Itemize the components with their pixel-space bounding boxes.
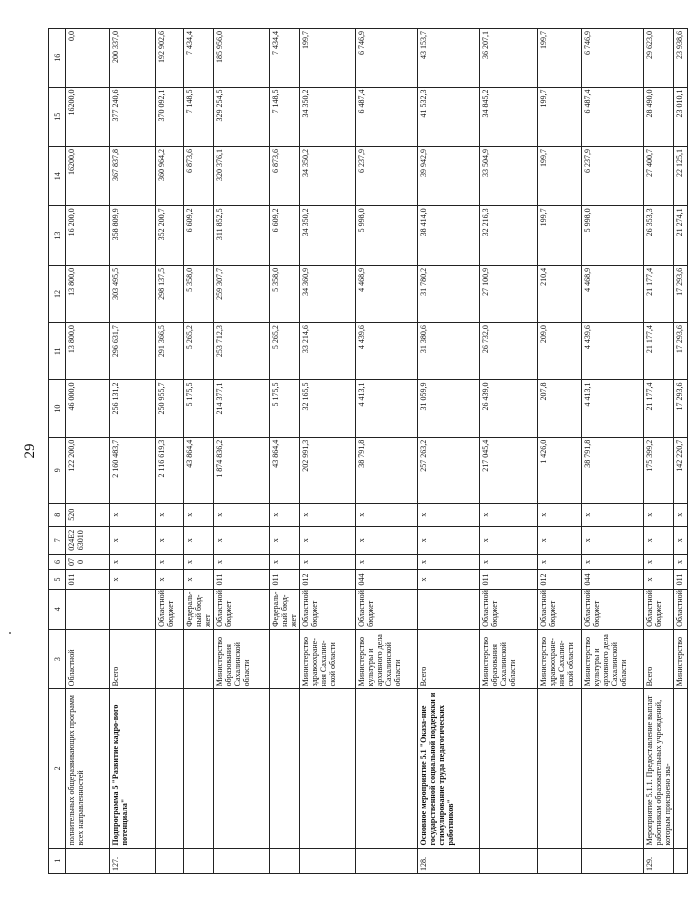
year-2020-cell: 23 938,6 <box>674 29 688 88</box>
table-row <box>582 29 644 874</box>
executor-cell: Всего <box>418 629 480 688</box>
year-2015-cell: 5 265,2 <box>270 323 300 380</box>
page-number: 29 <box>22 443 38 459</box>
table-body <box>66 29 688 874</box>
year-2020-cell: 6 746,9 <box>356 29 418 88</box>
table-row <box>66 29 110 874</box>
year-2015-cell: 31 380,6 <box>418 323 480 380</box>
event-name-cell <box>674 689 688 848</box>
expense-type-cell: x <box>356 503 418 526</box>
target-article-cell: x <box>674 526 688 554</box>
year-2017-cell: 38 414,0 <box>418 206 480 265</box>
year-2014-cell: 207,8 <box>538 380 582 437</box>
year-2014-cell: 250 955,7 <box>156 380 184 437</box>
table-row <box>156 29 184 874</box>
year-2016-cell: 21 177,4 <box>644 265 674 322</box>
year-2019-cell: 28 490,0 <box>644 87 674 146</box>
executor-cell <box>184 629 214 688</box>
year-2018-cell: 27 400,7 <box>644 146 674 205</box>
executor-cell: Министерство <box>674 629 688 688</box>
year-2014-cell: 214 377,1 <box>214 380 270 437</box>
total-amount-cell: 202 991,3 <box>300 437 356 503</box>
year-2016-cell: 210,4 <box>538 265 582 322</box>
year-2017-cell: 358 809,9 <box>110 206 156 265</box>
event-name-cell: Основное мероприятие 5.1 "Оказа-ние государственной социальной поддержки и стимулирование труда педагогических работников" <box>418 689 480 848</box>
target-article-cell: x <box>110 526 156 554</box>
expense-type-cell: x <box>538 503 582 526</box>
target-article-cell: x <box>480 526 538 554</box>
row-number-cell <box>582 848 644 873</box>
total-amount-cell: 1 874 836,2 <box>214 437 270 503</box>
year-2014-cell: 46 000,0 <box>66 380 110 437</box>
column-number-13: 13 <box>49 206 66 265</box>
section-code-cell: x <box>480 554 538 570</box>
expense-type-cell: x <box>674 503 688 526</box>
event-name-cell: Мероприятие 5.1.1. Предоставление выплат работникам образовательных учреждений, которым присвоено зва- <box>644 689 674 848</box>
year-2018-cell: 16200,0 <box>66 146 110 205</box>
year-2018-cell: 34 350,2 <box>300 146 356 205</box>
year-2018-cell: 367 837,8 <box>110 146 156 205</box>
ministry-code-cell: 044 <box>356 570 418 589</box>
row-number-cell <box>356 848 418 873</box>
ministry-code-cell: 011 <box>480 570 538 589</box>
column-number-6: 6 <box>49 554 66 570</box>
year-2016-cell: 298 137,5 <box>156 265 184 322</box>
funding-source-cell: Областной бюджет <box>538 589 582 629</box>
executor-cell: Министерство образования Сахалинской области <box>214 629 270 688</box>
year-2019-cell: 6 487,4 <box>582 87 644 146</box>
section-code-cell: x <box>644 554 674 570</box>
year-2017-cell: 6 609,2 <box>184 206 214 265</box>
year-2019-cell: 41 532,3 <box>418 87 480 146</box>
total-amount-cell: 142 220,7 <box>674 437 688 503</box>
column-number-3: 3 <box>49 629 66 688</box>
row-number-cell <box>270 848 300 873</box>
total-amount-cell: 38 791,8 <box>356 437 418 503</box>
total-amount-cell: 175 399,2 <box>644 437 674 503</box>
column-number-row <box>49 29 66 874</box>
section-code-cell: x <box>300 554 356 570</box>
funding-source-cell: Областной бюджет <box>156 589 184 629</box>
year-2020-cell: 7 434,4 <box>184 29 214 88</box>
expense-type-cell: x <box>214 503 270 526</box>
executor-cell <box>156 629 184 688</box>
target-article-cell: x <box>270 526 300 554</box>
ministry-code-cell: 012 <box>538 570 582 589</box>
funding-source-cell: Областной бюджет <box>300 589 356 629</box>
table-row <box>270 29 300 874</box>
year-2014-cell: 4 413,1 <box>582 380 644 437</box>
year-2014-cell: 256 131,2 <box>110 380 156 437</box>
year-2017-cell: 16 200,0 <box>66 206 110 265</box>
year-2014-cell: 26 439,0 <box>480 380 538 437</box>
expense-type-cell: x <box>156 503 184 526</box>
year-2015-cell: 17 293,6 <box>674 323 688 380</box>
year-2017-cell: 5 998,0 <box>582 206 644 265</box>
funding-source-cell: Федераль-ный бюд-жет <box>184 589 214 629</box>
year-2018-cell: 320 376,1 <box>214 146 270 205</box>
year-2020-cell: 199,7 <box>300 29 356 88</box>
year-2018-cell: 199,7 <box>538 146 582 205</box>
year-2019-cell: 377 240,6 <box>110 87 156 146</box>
column-number-10: 10 <box>49 380 66 437</box>
year-2014-cell: 31 059,9 <box>418 380 480 437</box>
total-amount-cell: 38 791,8 <box>582 437 644 503</box>
year-2019-cell: 34 845,2 <box>480 87 538 146</box>
year-2017-cell: 34 350,2 <box>300 206 356 265</box>
ministry-code-cell: 011 <box>214 570 270 589</box>
year-2014-cell: 5 175,5 <box>270 380 300 437</box>
funding-source-cell: Областной бюджет <box>480 589 538 629</box>
budget-table <box>48 28 688 874</box>
funding-source-cell: Областной бюджет <box>582 589 644 629</box>
row-number-cell <box>538 848 582 873</box>
funding-source-cell: Областной <box>674 589 688 629</box>
year-2018-cell: 6 237,9 <box>582 146 644 205</box>
executor-cell: Министерство культуры и архивного дела Сахалинской области <box>356 629 418 688</box>
row-number-cell <box>184 848 214 873</box>
ministry-code-cell: x <box>110 570 156 589</box>
total-amount-cell: 2 160 483,7 <box>110 437 156 503</box>
ministry-code-cell: 011 <box>66 570 110 589</box>
rotated-table-wrapper <box>22 28 684 874</box>
expense-type-cell: x <box>184 503 214 526</box>
year-2016-cell: 4 468,9 <box>582 265 644 322</box>
event-name-cell: полнительных общеразвивающих программ всех направленностей <box>66 689 110 848</box>
year-2015-cell: 5 265,2 <box>184 323 214 380</box>
section-code-cell: x <box>270 554 300 570</box>
year-2017-cell: 21 274,1 <box>674 206 688 265</box>
section-code-cell: x <box>356 554 418 570</box>
total-amount-cell: 2 116 619,3 <box>156 437 184 503</box>
ministry-code-cell: 011 <box>270 570 300 589</box>
year-2018-cell: 360 964,2 <box>156 146 184 205</box>
year-2014-cell: 4 413,1 <box>356 380 418 437</box>
expense-type-cell: x <box>270 503 300 526</box>
executor-cell: Министерство здравоохране-ния Сахалин-ской области <box>300 629 356 688</box>
year-2017-cell: 352 200,7 <box>156 206 184 265</box>
funding-source-cell: Областной бюджет <box>356 589 418 629</box>
total-amount-cell: 257 263,2 <box>418 437 480 503</box>
event-name-cell <box>356 689 418 848</box>
year-2015-cell: 291 366,5 <box>156 323 184 380</box>
expense-type-cell: x <box>418 503 480 526</box>
year-2020-cell: 7 434,4 <box>270 29 300 88</box>
target-article-cell: x <box>184 526 214 554</box>
year-2018-cell: 22 125,1 <box>674 146 688 205</box>
column-number-16: 16 <box>49 29 66 88</box>
year-2019-cell: 7 148,5 <box>184 87 214 146</box>
year-2020-cell: 29 623,0 <box>644 29 674 88</box>
table-row <box>418 29 480 874</box>
year-2015-cell: 4 439,6 <box>356 323 418 380</box>
section-code-cell: x <box>674 554 688 570</box>
total-amount-cell: 217 045,4 <box>480 437 538 503</box>
row-number-cell: 128. <box>418 848 480 873</box>
target-article-cell: x <box>644 526 674 554</box>
expense-type-cell: x <box>480 503 538 526</box>
table-row <box>480 29 538 874</box>
year-2016-cell: 303 495,5 <box>110 265 156 322</box>
year-2019-cell: 329 254,5 <box>214 87 270 146</box>
funding-source-cell: Федераль-ный бюд-жет <box>270 589 300 629</box>
section-code-cell: 070 <box>66 554 110 570</box>
year-2017-cell: 5 998,0 <box>356 206 418 265</box>
table-row <box>300 29 356 874</box>
row-number-cell <box>66 848 110 873</box>
column-number-14: 14 <box>49 146 66 205</box>
year-2019-cell: 23 010,1 <box>674 87 688 146</box>
year-2015-cell: 296 631,7 <box>110 323 156 380</box>
funding-source-cell: Областной бюджет <box>214 589 270 629</box>
year-2020-cell: 199,7 <box>538 29 582 88</box>
year-2020-cell: 200 337,0 <box>110 29 156 88</box>
table-row <box>674 29 688 874</box>
year-2015-cell: 13 800,0 <box>66 323 110 380</box>
event-name-cell <box>184 689 214 848</box>
executor-cell: Всего <box>644 629 674 688</box>
section-code-cell: x <box>110 554 156 570</box>
column-number-5: 5 <box>49 570 66 589</box>
table-row <box>644 29 674 874</box>
expense-type-cell: 520 <box>66 503 110 526</box>
year-2020-cell: 6 746,9 <box>582 29 644 88</box>
row-number-cell <box>674 848 688 873</box>
target-article-cell: 024E2 63010 <box>66 526 110 554</box>
total-amount-cell: 1 426,0 <box>538 437 582 503</box>
year-2014-cell: 5 175,5 <box>184 380 214 437</box>
year-2020-cell: 36 207,1 <box>480 29 538 88</box>
year-2016-cell: 27 100,9 <box>480 265 538 322</box>
section-code-cell: x <box>214 554 270 570</box>
year-2015-cell: 21 177,4 <box>644 323 674 380</box>
year-2016-cell: 4 468,9 <box>356 265 418 322</box>
column-number-12: 12 <box>49 265 66 322</box>
row-number-cell <box>480 848 538 873</box>
year-2019-cell: 7 148,5 <box>270 87 300 146</box>
year-2017-cell: 6 609,2 <box>270 206 300 265</box>
year-2020-cell: 185 956,0 <box>214 29 270 88</box>
total-amount-cell: 122 200,0 <box>66 437 110 503</box>
event-name-cell <box>270 689 300 848</box>
column-number-7: 7 <box>49 526 66 554</box>
funding-source-cell: Областной бюджет <box>644 589 674 629</box>
year-2020-cell: 0,0 <box>66 29 110 88</box>
year-2015-cell: 33 214,6 <box>300 323 356 380</box>
year-2015-cell: 26 732,0 <box>480 323 538 380</box>
table-row <box>110 29 156 874</box>
expense-type-cell: x <box>110 503 156 526</box>
year-2020-cell: 43 153,7 <box>418 29 480 88</box>
expense-type-cell: x <box>300 503 356 526</box>
table-row <box>356 29 418 874</box>
year-2016-cell: 34 360,9 <box>300 265 356 322</box>
year-2014-cell: 32 165,5 <box>300 380 356 437</box>
column-number-8: 8 <box>49 503 66 526</box>
executor-cell: Министерство образования Сахалинской области <box>480 629 538 688</box>
year-2016-cell: 259 307,7 <box>214 265 270 322</box>
year-2017-cell: 26 353,3 <box>644 206 674 265</box>
row-number-cell <box>300 848 356 873</box>
year-2016-cell: 17 293,6 <box>674 265 688 322</box>
year-2017-cell: 311 852,5 <box>214 206 270 265</box>
expense-type-cell: x <box>582 503 644 526</box>
year-2019-cell: 16200,0 <box>66 87 110 146</box>
row-number-cell: 127. <box>110 848 156 873</box>
column-number-4: 4 <box>49 589 66 629</box>
event-name-cell <box>538 689 582 848</box>
year-2018-cell: 6 873,6 <box>184 146 214 205</box>
table-row <box>214 29 270 874</box>
target-article-cell: x <box>214 526 270 554</box>
ministry-code-cell: 011 <box>674 570 688 589</box>
funding-source-cell <box>66 589 110 629</box>
section-code-cell: x <box>538 554 582 570</box>
table-row <box>184 29 214 874</box>
event-name-cell <box>300 689 356 848</box>
year-2017-cell: 199,7 <box>538 206 582 265</box>
year-2019-cell: 199,7 <box>538 87 582 146</box>
year-2016-cell: 31 780,2 <box>418 265 480 322</box>
year-2014-cell: 17 293,6 <box>674 380 688 437</box>
funding-source-cell <box>418 589 480 629</box>
funding-source-cell <box>110 589 156 629</box>
ministry-code-cell: 012 <box>300 570 356 589</box>
ministry-code-cell: x <box>644 570 674 589</box>
event-name-cell <box>214 689 270 848</box>
executor-cell: Министерство здравоохране-ния Сахалин-ской области <box>538 629 582 688</box>
section-code-cell: x <box>418 554 480 570</box>
section-code-cell: x <box>156 554 184 570</box>
column-number-15: 15 <box>49 87 66 146</box>
row-number-cell <box>156 848 184 873</box>
column-number-2: 2 <box>49 689 66 848</box>
executor-cell <box>270 629 300 688</box>
event-name-cell <box>582 689 644 848</box>
executor-cell: Областной <box>66 629 110 688</box>
year-2018-cell: 39 942,9 <box>418 146 480 205</box>
year-2019-cell: 6 487,4 <box>356 87 418 146</box>
event-name-cell: Подпрограмма 5 "Развитие кадро-вого потенциала" <box>110 689 156 848</box>
event-name-cell <box>156 689 184 848</box>
year-2015-cell: 4 439,6 <box>582 323 644 380</box>
target-article-cell: x <box>300 526 356 554</box>
target-article-cell: x <box>538 526 582 554</box>
executor-cell: Министерство культуры и архивного дела Сахалинской области <box>582 629 644 688</box>
year-2014-cell: 21 177,4 <box>644 380 674 437</box>
table-row <box>538 29 582 874</box>
ministry-code-cell: x <box>156 570 184 589</box>
year-2015-cell: 209,0 <box>538 323 582 380</box>
target-article-cell: x <box>582 526 644 554</box>
row-number-cell <box>214 848 270 873</box>
total-amount-cell: 43 864,4 <box>270 437 300 503</box>
year-2019-cell: 34 350,2 <box>300 87 356 146</box>
year-2016-cell: 5 358,0 <box>270 265 300 322</box>
year-2020-cell: 192 902,6 <box>156 29 184 88</box>
expense-type-cell: x <box>644 503 674 526</box>
year-2017-cell: 32 216,3 <box>480 206 538 265</box>
column-number-9: 9 <box>49 437 66 503</box>
target-article-cell: x <box>356 526 418 554</box>
event-name-cell <box>480 689 538 848</box>
ministry-code-cell: 044 <box>582 570 644 589</box>
year-2018-cell: 33 504,9 <box>480 146 538 205</box>
total-amount-cell: 43 864,4 <box>184 437 214 503</box>
column-number-1: 1 <box>49 848 66 873</box>
year-2019-cell: 370 092,1 <box>156 87 184 146</box>
section-code-cell: x <box>582 554 644 570</box>
target-article-cell: x <box>156 526 184 554</box>
year-2016-cell: 13 800,0 <box>66 265 110 322</box>
scan-speck <box>9 632 11 634</box>
row-number-cell: 129. <box>644 848 674 873</box>
year-2016-cell: 5 358,0 <box>184 265 214 322</box>
year-2018-cell: 6 873,6 <box>270 146 300 205</box>
column-number-11: 11 <box>49 323 66 380</box>
ministry-code-cell: x <box>184 570 214 589</box>
section-code-cell: x <box>184 554 214 570</box>
ministry-code-cell: x <box>418 570 480 589</box>
executor-cell: Всего <box>110 629 156 688</box>
target-article-cell: x <box>418 526 480 554</box>
year-2018-cell: 6 237,9 <box>356 146 418 205</box>
year-2015-cell: 253 712,3 <box>214 323 270 380</box>
